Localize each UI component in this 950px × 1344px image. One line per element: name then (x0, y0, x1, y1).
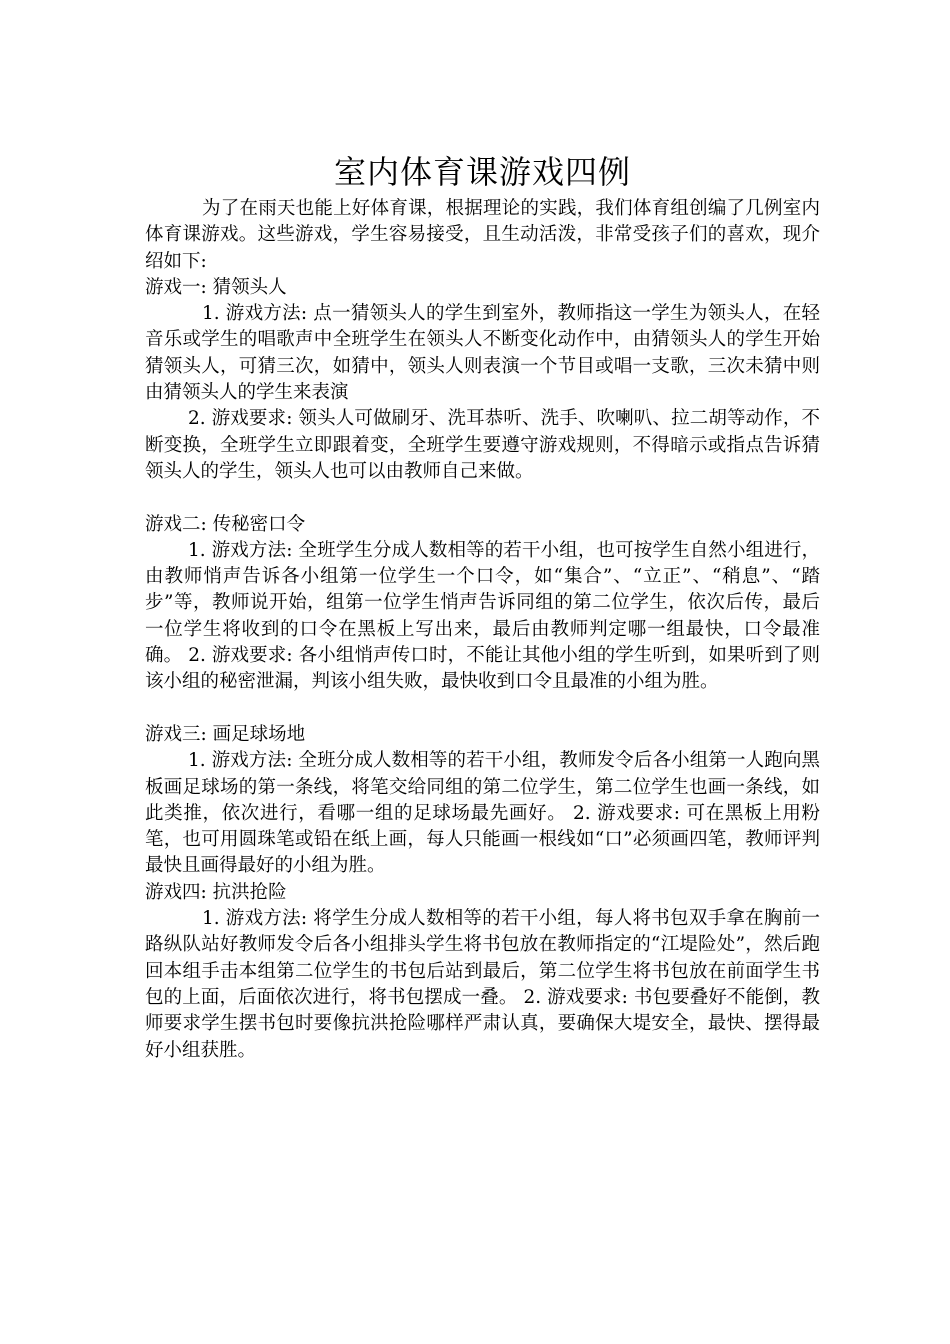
section-gap (145, 485, 820, 511)
document-page (145, 150, 820, 1064)
game-1-method: 1. 游戏方法: 点一猜领头人的学生到室外，教师指这一学生为领头人，在轻音乐或学生的唱歌声中全班学生在领头人不断变化动作中，由猜领头人的学生开始猜领头人，可猜三次，如猜中，领头人则表演一个节目或唱一支歌，三次未猜中则由猜领头人的学生来表演 (145, 303, 820, 404)
section-gap (145, 696, 820, 722)
document-title: 室内体育课游戏四例 (333, 153, 631, 191)
game-4-body: 1. 游戏方法: 将学生分成人数相等的若干小组，每人将书包双手拿在胸前一路纵队站好教师发令后各小组排头学生将书包放在教师指定的“江堤险处”，然后跑回本组手击本组第二位学生的书包后站到最后，第二位学生将书包放在前面学生书包的上面，后面依次进行，将书包摆成一叠。 2. 游戏要求: 书包要叠好不能倒，教师要求学生摆书包时要像抗洪抢险哪样严肃认真，要确保大堤安全，最快、摆得最好小组获胜。 (145, 908, 820, 1061)
game-section-2 (145, 512, 820, 696)
game-heading-4: 游戏四: 抗洪抢险 (145, 881, 287, 903)
game-heading-2: 游戏二: 传秘密口令 (145, 513, 306, 535)
game-section-3 (145, 722, 820, 880)
game-section-1 (145, 275, 820, 485)
game-heading-3: 游戏三: 画足球场地 (145, 723, 306, 745)
game-1-rules: 2. 游戏要求: 领头人可做刷牙、洗耳恭听、洗手、吹喇叭、拉二胡等动作，不断变换，全班学生立即跟着变，全班学生要遵守游戏规则，不得暗示或指点告诉猜领头人的学生，领头人也可以由教师自己来做。 (145, 408, 820, 482)
game-2-body: 1. 游戏方法: 全班学生分成人数相等的若干小组，也可按学生自然小组进行，由教师悄声告诉各小组第一位学生一个口令，如“集合”、“立正”、“稍息”、“踏步”等，教师说开始，组第一位学生悄声告诉同组的第二位学生，依次后传，最后一位学生将收到的口令在黑板上写出来，最后由教师判定哪一组最快，口令最准确。 2. 游戏要求: 各小组悄声传口时，不能让其他小组的学生听到，如果听到了则该小组的秘密泄漏，判该小组失败，最快收到口令且最准的小组为胜。 (145, 539, 820, 693)
game-section-4 (145, 880, 820, 1064)
game-heading-1: 游戏一: 猜领头人 (145, 276, 287, 298)
intro-paragraph: 为了在雨天也能上好体育课，根据理论的实践，我们体育组创编了几例室内体育课游戏。这些游戏，学生容易接受，且生动活泼，非常受孩子们的喜欢，现介绍如下: (145, 198, 820, 272)
game-3-body: 1. 游戏方法: 全班分成人数相等的若干小组，教师发令后各小组第一人跑向黑板画足球场的第一条线，将笔交给同组的第二位学生，第二位学生也画一条线，如此类推，依次进行，看哪一组的足球场最先画好。 2. 游戏要求: 可在黑板上用粉笔，也可用圆珠笔或铅在纸上画，每人只能画一根线如“口”必须画四笔，教师评判最快且画得最好的小组为胜。 (145, 750, 820, 877)
